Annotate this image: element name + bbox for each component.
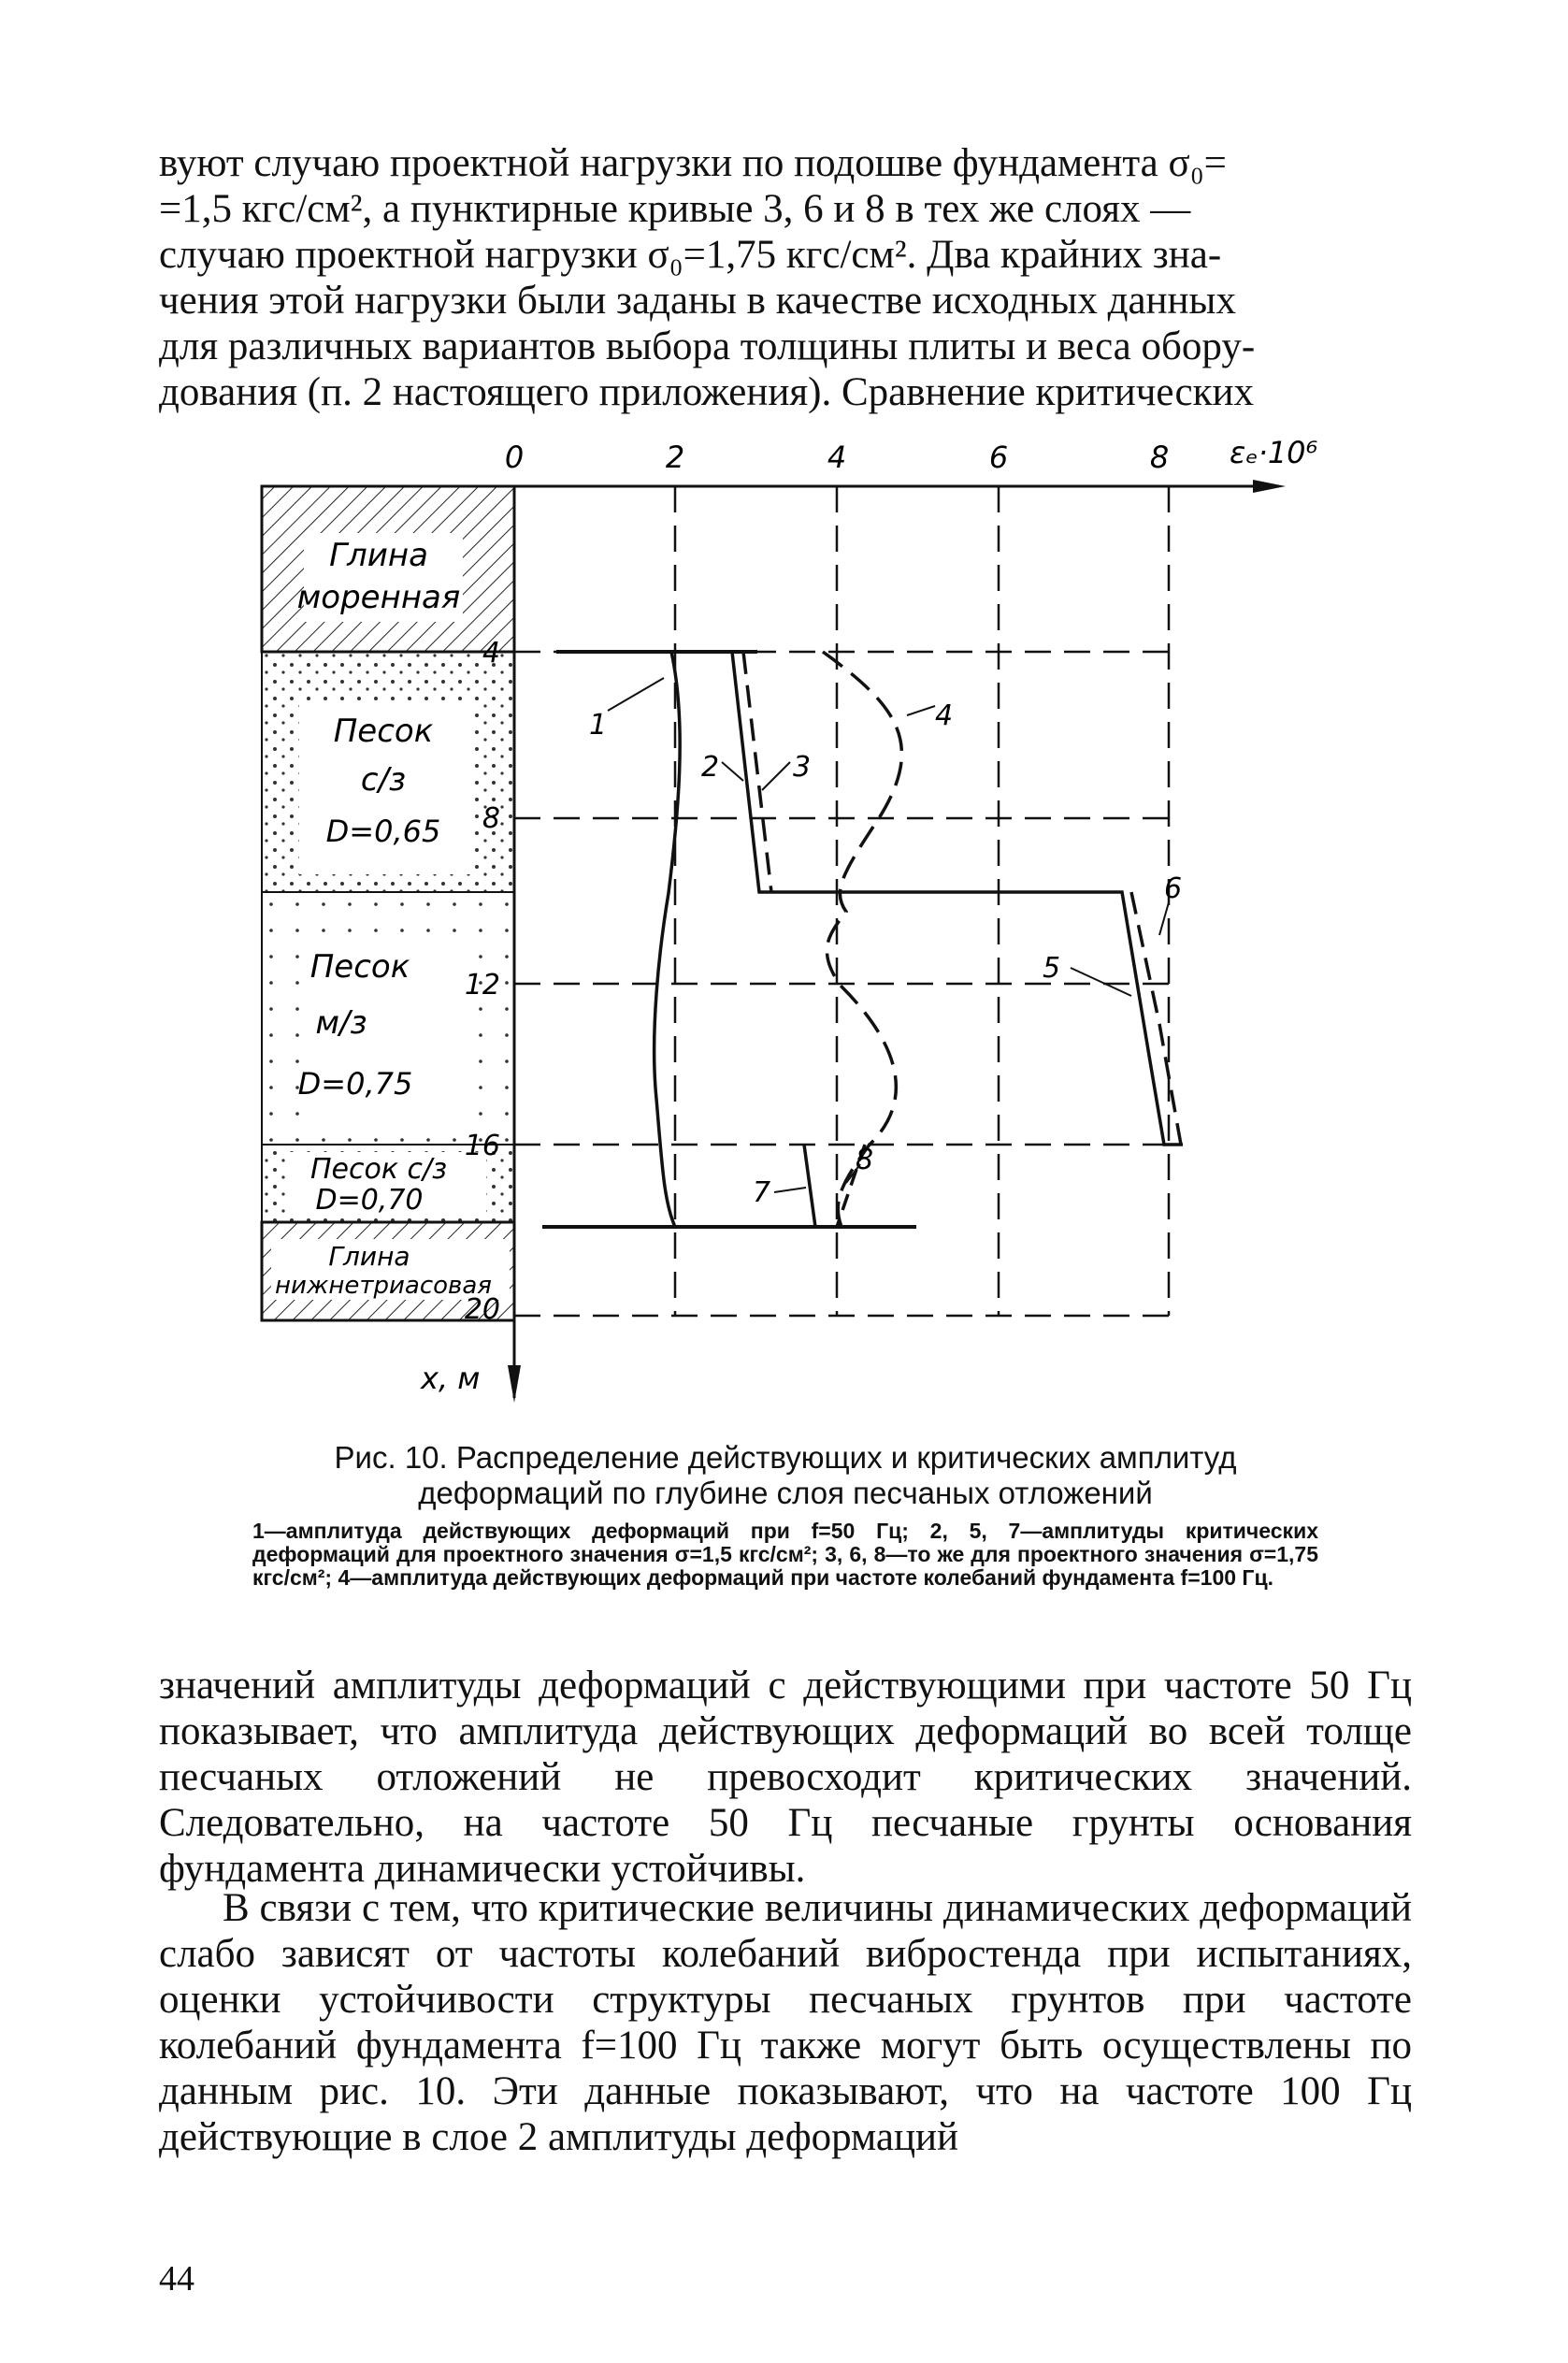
layer-label: нижнетриасовая [275,1272,492,1300]
figure-caption-title [252,1440,1318,1511]
curve-label: 8 [856,1144,874,1176]
curve-label: 2 [701,751,720,784]
layer-label: Глина [328,1241,410,1272]
figure-10 [187,425,1403,1426]
y-tick-label: 20 [464,1293,500,1326]
text-line: чения этой нагрузки были заданы в качестве исходных данных [159,279,1236,323]
text-line: случаю проектной нагрузки σ₀=1,75 кгс/см². Два крайних зна- [159,233,1222,277]
layer-label: м/з [315,1004,367,1042]
y-tick-label: 8 [482,802,500,835]
layer-label: D=0,70 [315,1184,424,1217]
curves [655,652,1183,1227]
curve-4 [823,652,901,1227]
text-line: для различных вариантов выбора толщины плиты и веса обору- [159,324,1256,368]
x-tick-label: 4 [827,439,847,475]
x-tick-label: 2 [665,439,685,475]
top-paragraph [159,140,1412,415]
paragraph-text: В связи с тем, что критические величины динамических деформаций слабо зависят от частоты колебаний вибростенда при испытаниях, оценки устойчивости структуры песчаных грунтов при частоте колебаний фундамента f=100 Гц также могут быть осуществлены по данным рис. 10. Эти данные показывают, что на частоте 100 Гц действующие в слое 2 амплитуды деформаций [159,1886,1412,2159]
caption-line: Рис. 10. Распределение действующих и критических амплитуд [334,1440,1237,1475]
x-tick-label: 0 [504,439,525,475]
y-axis-arrow [508,1365,521,1403]
curve-label: 7 [753,1176,771,1209]
layer-label: Песок [309,948,410,986]
label-leaders [608,678,1169,1192]
curve-label: 3 [793,751,812,784]
curve-label: 4 [935,699,954,732]
x-tick-label: 6 [988,439,1009,475]
curve-3 [743,652,771,892]
paragraph-text: значений амплитуды деформаций с действующими при частоте 50 Гц показывает, что амплитуда действующих деформаций во всей толще песчаных отложений не превосходит критических значений. Следовательно, на частоте 50 Гц песчаные грунты основания фундамента динамически устойчивы. [159,1664,1412,1891]
caption-line: деформаций по глубине слоя песчаных отложений [418,1476,1153,1510]
soil-column [262,486,514,1320]
bottom-paragraph-1 [159,1663,1412,1892]
layer-label: Песок с/з [309,1153,448,1186]
y-tick-label: 4 [482,637,500,670]
curve-label: 5 [1043,952,1061,985]
layer-label: Песок [333,713,434,750]
bottom-paragraph-2 [159,1885,1412,2160]
x-axis-label: εₑ·10⁶ [1230,435,1318,470]
layer-label: моренная [296,579,461,616]
x-axis-arrow [1253,480,1286,493]
x-tick-label: 8 [1149,439,1170,475]
layer-label: Глина [329,537,428,574]
layer-label: с/з [360,761,407,799]
page-number: 44 [159,2259,194,2298]
curve-2-5 [732,652,1183,1145]
y-axis-label: x, м [421,1361,481,1396]
curve-label: 1 [589,709,608,742]
text-line: вуют случаю проектной нагрузки по подошве фундамента σ₀= [159,141,1227,185]
text-line: =1,5 кгс/см², а пунктирные кривые 3, 6 и 8 в тех же слоях — [159,187,1191,231]
figure-caption-legend: 1—амплитуда действующих деформаций при f=50 Гц; 2, 5, 7—амплитуды критических деформаций для проектного значения σ=1,5 кгс/см²; 3, 6, 8—то же для проектного значения σ=1,75 кгс/см²; 4—амплитуда действующих деформаций при частоте колебаний фундамента f=100 Гц. [252,1519,1318,1590]
y-tick-label: 16 [464,1130,500,1162]
deformation-chart [187,425,1403,1426]
curve-label: 6 [1164,872,1183,905]
y-tick-label: 12 [464,969,500,1001]
layer-label: D=0,75 [297,1066,413,1102]
axes [420,435,1318,1403]
text-line: дования (п. 2 настоящего приложения). Сравнение критических [159,370,1254,414]
curve-7 [804,1145,815,1227]
layer-label: D=0,65 [325,814,441,849]
